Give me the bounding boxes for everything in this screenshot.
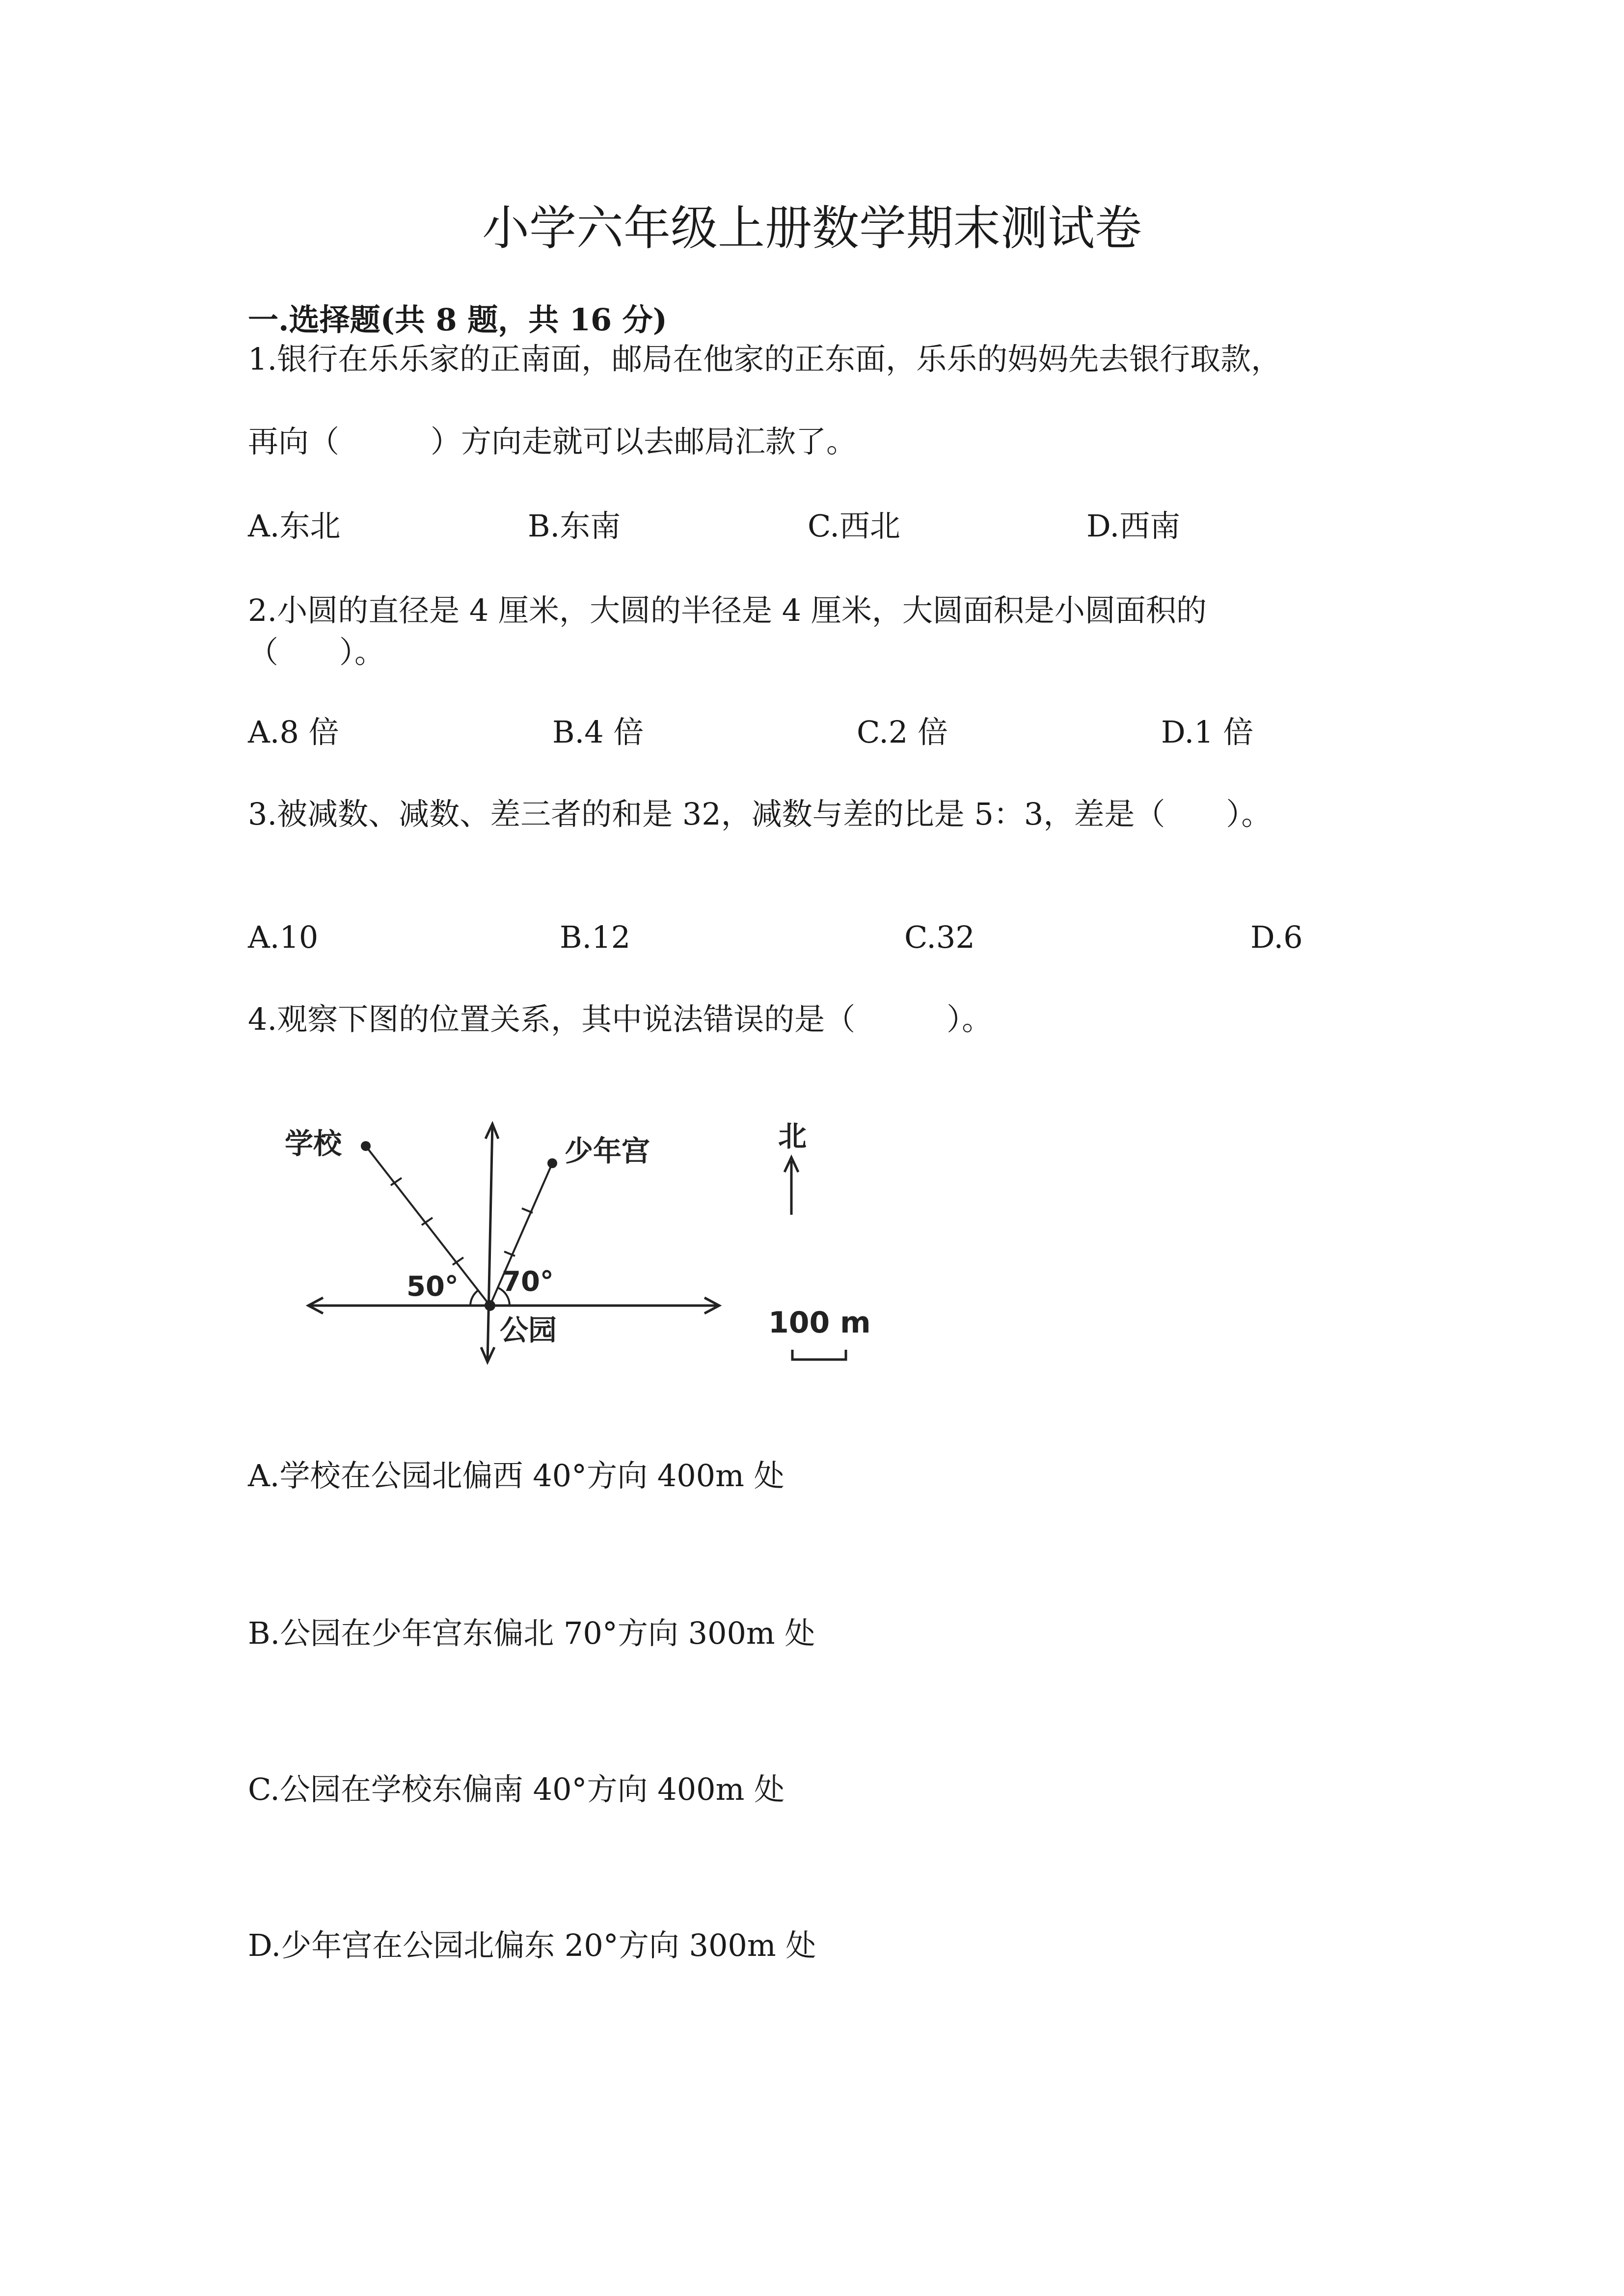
question-3-option-a[interactable]: A.10 <box>248 919 319 955</box>
question-1-option-c[interactable]: C.西北 <box>808 508 900 544</box>
question-2-line-1: 2.小圆的直径是 4 厘米，大圆的半径是 4 厘米，大圆面积是小圆面积的 <box>248 592 1207 628</box>
question-3-line-1: 3.被减数、减数、差三者的和是 32，减数与差的比是 5：3，差是（ ）。 <box>248 796 1272 832</box>
question-1-line-2: 再向（ ）方向走就可以去邮局汇款了。 <box>248 424 857 459</box>
question-2-option-a[interactable]: A.8 倍 <box>248 714 339 750</box>
question-4-option-a[interactable]: A.学校在公园北偏西 40°方向 400m 处 <box>248 1458 785 1494</box>
school-point <box>361 1141 371 1151</box>
question-4-option-d[interactable]: D.少年宫在公园北偏东 20°方向 300m 处 <box>248 1927 816 1963</box>
scale-label: 100 m <box>768 1306 871 1340</box>
question-4-option-b[interactable]: B.公园在少年宫东偏北 70°方向 300m 处 <box>248 1615 815 1651</box>
angle-right-label: 70° <box>502 1266 554 1298</box>
question-2-option-b[interactable]: B.4 倍 <box>552 714 644 750</box>
scale-bar <box>792 1350 846 1360</box>
question-1-option-b[interactable]: B.东南 <box>528 508 621 544</box>
section-heading: 一.选择题(共 8 题，共 16 分) <box>248 302 668 338</box>
park-point <box>485 1300 495 1311</box>
park-label: 公园 <box>500 1313 557 1347</box>
question-3-option-d[interactable]: D.6 <box>1250 919 1303 955</box>
angle-arc-left <box>470 1290 478 1306</box>
question-2-line-2: （ ）。 <box>248 634 385 670</box>
page-title: 小学六年级上册数学期末测试卷 <box>482 201 1142 256</box>
question-2-option-c[interactable]: C.2 倍 <box>857 714 948 750</box>
position-diagram <box>275 1099 893 1384</box>
question-3-option-b[interactable]: B.12 <box>560 919 631 955</box>
angle-left-label: 50° <box>406 1271 459 1303</box>
palace-point <box>547 1158 557 1168</box>
question-3-option-c[interactable]: C.32 <box>904 919 975 955</box>
question-1-option-d[interactable]: D.西南 <box>1086 508 1181 544</box>
question-1-line-1: 1.银行在乐乐家的正南面，邮局在他家的正东面，乐乐的妈妈先去银行取款， <box>248 341 1282 377</box>
question-1-option-a[interactable]: A.东北 <box>248 508 341 544</box>
north-label: 北 <box>778 1120 807 1153</box>
question-4-option-c[interactable]: C.公园在学校东偏南 40°方向 400m 处 <box>248 1771 785 1807</box>
question-4-line-1: 4.观察下图的位置关系，其中说法错误的是（ ）。 <box>248 1001 993 1037</box>
question-2-option-d[interactable]: D.1 倍 <box>1161 714 1254 750</box>
palace-label: 少年宫 <box>565 1134 650 1168</box>
north-south-axis <box>487 1124 492 1362</box>
school-label: 学校 <box>285 1127 342 1160</box>
